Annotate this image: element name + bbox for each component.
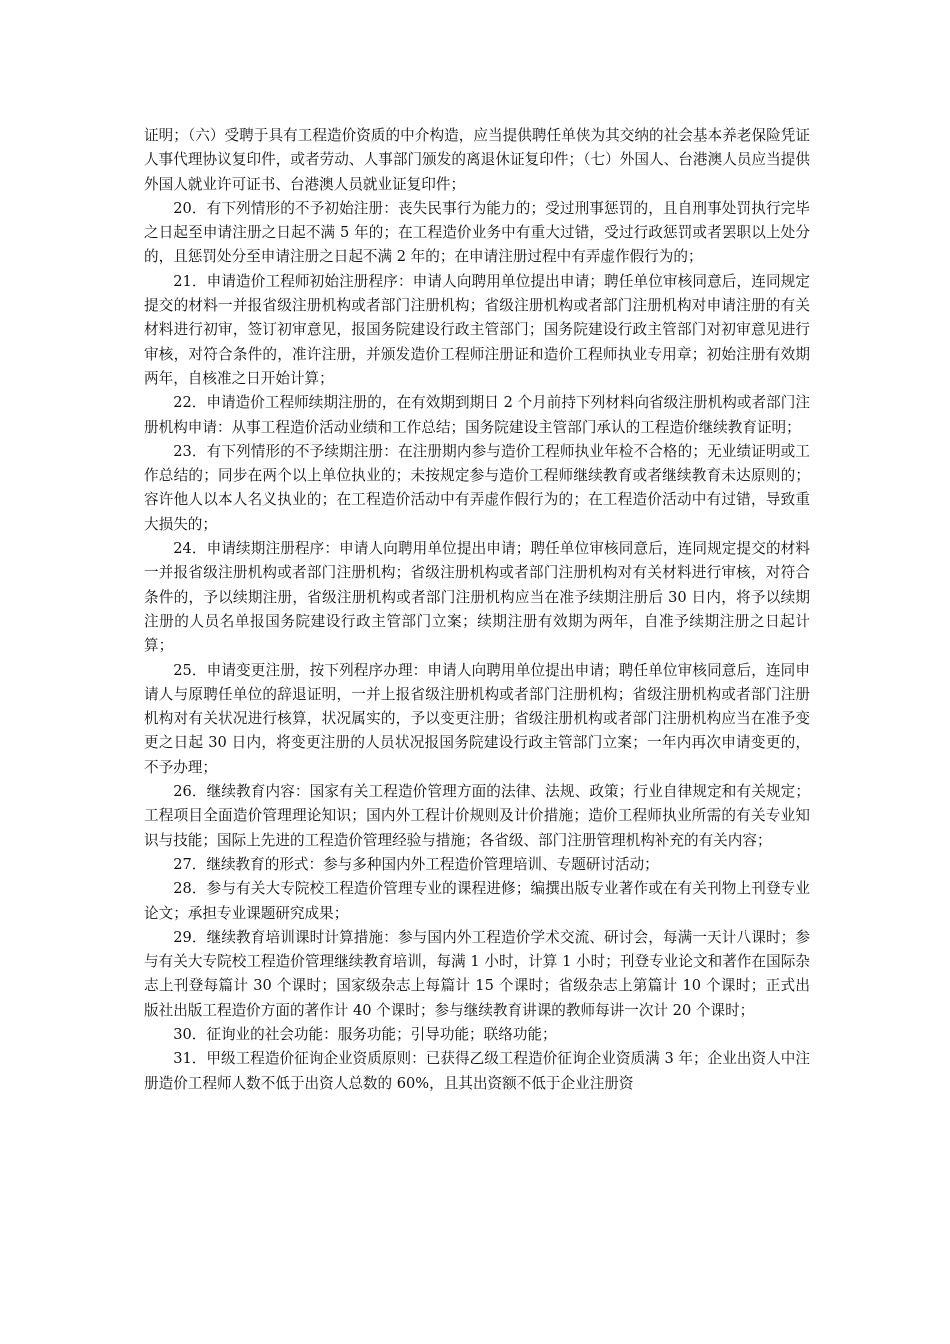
paragraph-item-27: 27．继续教育的形式：参与多种国内外工程造价管理培训、专题研讨活动； (173, 855, 659, 873)
paragraph-continuation: 证明；（六）受聘于具有工程造价资质的中介构造，应当提供聘任单侠为其交纳的社会基本养老保险凭证人事代理协议复印件，或者劳动、人事部门颁发的离退休证复印件；（七）外国人、台港澳人员应当提供外国人就业许可证书、台港澳人员就业证复印件； (144, 127, 810, 193)
paragraph-item-24: 24．申请续期注册程序：申请人向聘用单位提出申请；聘任单位审核同意后，连同规定提交的材料一并报省级注册机构或者部门注册机构；省级注册机构或者部门注册机构对有关材料进行审核，对符合条件的，予以续期注册，省级注册机构或者部门注册机构应当在准予续期注册后 30 日内，将予以续期注册的人员名单报国务院建设行政主管部门立案；续期注册有效期为两年，自准予续期注册之日起计算； (144, 540, 810, 655)
paragraph-item-29: 29．继续教育培训课时计算措施：参与国内外工程造价学术交流、研讨会，每满一天计八课时；参与有关大专院校工程造价管理继续教育培训，每满 1 小时，计算 1 小时；刊登专业论文和著作在国际杂志上刊登每篇计 30 个课时；国家级杂志上每篇计 15 个课时；省级杂志上第篇计 10 个课时；正式出版社出版工程造价方面的著作计 40 个课时；参与继续教育讲课的教师每讲一次计 20 个课时； (144, 928, 810, 1019)
paragraph-item-28: 28．参与有关大专院校工程造价管理专业的课程进修；编撰出版专业著作或在有关刊物上刊登专业论文；承担专业课题研究成果； (144, 880, 810, 922)
paragraph-item-26: 26．继续教育内容：国家有关工程造价管理方面的法律、法规、政策；行业自律规定和有关规定；工程项目全面造价管理理论知识；国内外工程计价规则及计价措施；造价工程师执业所需的有关专业知识与技能；国际上先进的工程造价管理经验与措施；各省级、部门注册管理机构补充的有关内容； (144, 783, 810, 849)
paragraph-item-25: 25．申请变更注册，按下列程序办理：申请人向聘用单位提出申请；聘任单位审核同意后，连同申请人与原聘任单位的辞退证明，一并上报省级注册机构或者部门注册机构；省级注册机构或者部门注册机构对有关状况进行核算，状况属实的，予以变更注册；省级注册机构或者部门注册机构应当在准予变更之日起 30 日内，将变更注册的人员状况报国务院建设行政主管部门立案；一年内再次申请变更的，不予办理； (144, 661, 810, 776)
paragraph-item-23: 23．有下列情形的不予续期注册：在注册期内参与造价工程师执业年检不合格的；无业绩证明或工作总结的；同步在两个以上单位执业的；未按规定参与造价工程师继续教育或者继续教育未达原则的；容许他人以本人名义执业的；在工程造价活动中有弄虚作假行为的；在工程造价活动中有过错，导致重大损失的； (144, 442, 810, 533)
paragraph-item-31: 31．甲级工程造价征询企业资质原则：已获得乙级工程造价征询企业资质满 3 年；企业出资人中注册造价工程师人数不低于出资人总数的 60%，且其出资额不低于企业注册资 (144, 1050, 810, 1092)
paragraph-item-20: 20．有下列情形的不予初始注册：丧失民事行为能力的；受过刑事惩罚的，且自刑事处罚执行完毕之日起至申请注册之日起不满 5 年的；在工程造价业务中有重大过错，受过行政惩罚或者罢职以上处分的，且惩罚处分至申请注册之日起不满 2 年的；在申请注册过程中有弄虚作假行为的； (144, 199, 810, 266)
paragraph-item-30: 30．征询业的社会功能：服务功能；引导功能；联络功能； (173, 1025, 557, 1043)
paragraph-item-21: 21．申请造价工程师初始注册程序：申请人向聘用单位提出申请；聘任单位审核同意后，连同规定提交的材料一并报省级注册机构或者部门注册机构；省级注册机构或者部门注册机构对申请注册的有关材料进行初审，签订初审意见，报国务院建设行政主管部门；国务院建设行政主管部门对初审意见进行审核，对符合条件的，准许注册，并颁发造价工程师注册证和造价工程师执业专用章；初始注册有效期两年，自核准之日开始计算； (144, 272, 810, 387)
paragraph-item-22: 22．申请造价工程师续期注册的，在有效期到期日 2 个月前持下列材料向省级注册机构或者部门注册机构申请：从事工程造价活动业绩和工作总结；国务院建设主管部门承认的工程造价继续教育证明； (144, 394, 810, 436)
document-body (144, 124, 810, 1096)
